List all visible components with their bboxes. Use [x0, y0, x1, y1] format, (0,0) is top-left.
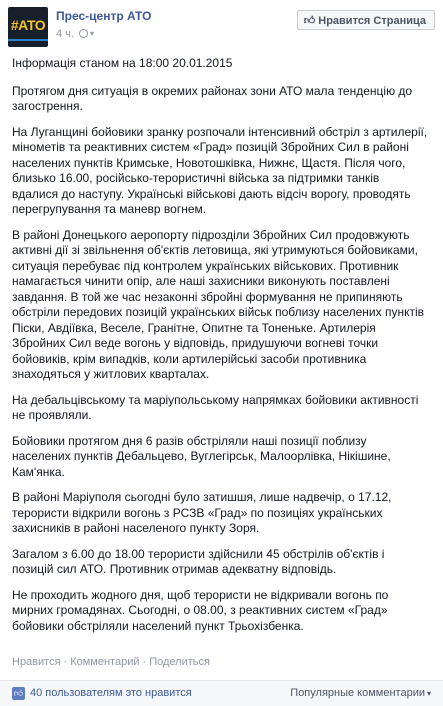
- chevron-down-icon: ▾: [426, 689, 431, 698]
- likes-bar: [0, 680, 443, 706]
- post-paragraph: Загалом з 6.00 до 18.00 терористи здійснили 45 обстрілів об'єктів і позицій сил АТО. Противник отримав адекватну відповідь.: [12, 546, 385, 576]
- post-paragraph: В районі Маріуполя сьогодні було затишшя, лише надвечір, о 17.12, терористи відкрили вогонь з РСЗВ «Град» по позиціях українських захисників в районі населеного пункту Зоря.: [12, 490, 392, 535]
- post-actions: [12, 656, 210, 668]
- chevron-down-icon[interactable]: ▾: [89, 29, 94, 38]
- page-name-link[interactable]: Прес-центр АТО: [56, 9, 152, 23]
- post-body: [12, 56, 428, 644]
- page-avatar[interactable]: [8, 7, 48, 47]
- post-paragraph: На дебальцівському та маріупольському напрямках бойовики активності не проявляли.: [12, 392, 419, 422]
- post-paragraph: Бойовики протягом дня 6 разів обстріляли наші позиції поблизу населених пунктів Дебальцево, Вуглегірськ, Малоорлівка, Нікішине, Кам'янка.: [12, 433, 391, 479]
- post-paragraph: Не проходить жодного дня, щоб терористи не відкривали вогонь по мирних громадянах. Сьогодні, о 08.00, з реактивних систем «Град» бойовики обстріляли населений пункт Трьохізбенка.: [12, 587, 389, 633]
- post-paragraph: Інформація станом на 18:00 20.01.2015: [12, 56, 233, 70]
- like-action-link[interactable]: Нравится: [12, 656, 61, 668]
- comments-sort-label: Популярные комментарии: [290, 687, 425, 699]
- like-page-button[interactable]: [297, 10, 435, 30]
- post-meta: [56, 28, 94, 40]
- avatar-stripe: [8, 39, 48, 41]
- likes-count-link[interactable]: 40 пользователям это нравится: [30, 687, 192, 699]
- comment-action-link[interactable]: Комментарий: [70, 656, 140, 668]
- post-paragraph: В районі Донецького аеропорту підрозділи Збройних Сил продовжують активні дії зі звільнення об'єктів летовища, які утримуються бойовиками, ситуація перебуває під контролем українських військових. Противник намагається чинити опір, але наші захисники виконують поставлені завдання. В той же час незаконні збройні формування не припиняють обстріли передових позицій українських військ поблизу населених пунктів Піски, Авдіївка, Веселе, Гранітне, Опитне та Тоненьке. Артилерія Збройних Сил веде вогонь у відповідь, придушуючи вогневі точки бойовиків, крім випадків, коли артилерійські засоби противника знаходяться у житлових кварталах.: [12, 227, 425, 381]
- post-timestamp[interactable]: 4 ч.: [56, 28, 74, 40]
- action-separator: ·: [63, 656, 68, 668]
- comments-sort-dropdown[interactable]: [290, 687, 431, 699]
- like-count-icon: 👍︎: [13, 688, 24, 698]
- share-action-link[interactable]: Поделиться: [149, 656, 210, 668]
- like-page-label: Нравится Страница: [318, 15, 426, 27]
- avatar-logo-text: #АТО: [10, 17, 46, 33]
- post-paragraph: На Луганщині бойовики зранку розпочали інтенсивний обстріл з артилерії, мінометів та реактивних систем «Град» позицій Збройних Сил в районі населених пунктів Кримське, Новотошківка, Нижнє, Щастя. Після чого, близько 16.00, російсько-терористичні війська за підтримки танків вдалися до наступу. Українські військові дають відсіч ворогу, проводять перегрупування та маневр вогнем.: [12, 124, 428, 216]
- thumbs-up-icon: 👍︎: [303, 15, 316, 27]
- action-separator: ·: [142, 656, 147, 668]
- globe-icon: [79, 29, 88, 38]
- post-header: [8, 7, 435, 47]
- post-paragraph: Протягом дня ситуація в окремих районах зони АТО мала тенденцію до загострення.: [12, 83, 413, 113]
